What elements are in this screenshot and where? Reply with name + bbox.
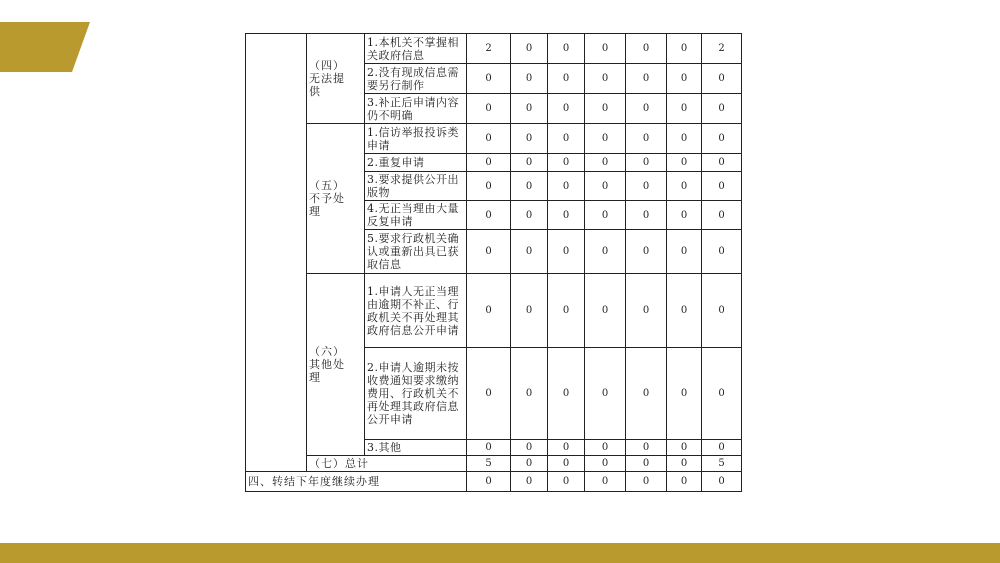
carryover-value-cell: 0	[511, 472, 548, 492]
value-cell: 0	[585, 34, 626, 64]
value-cell: 0	[626, 94, 667, 124]
value-cell: 0	[467, 348, 511, 440]
carryover-label: 四、转结下年度继续办理	[246, 472, 467, 492]
carryover-value-cell: 0	[548, 472, 585, 492]
value-cell: 0	[548, 154, 585, 172]
item-label: 2.没有现成信息需要另行制作	[365, 64, 467, 94]
carryover-value-cell: 0	[467, 472, 511, 492]
value-cell: 0	[548, 230, 585, 274]
value-cell: 0	[626, 274, 667, 348]
value-cell: 0	[511, 440, 548, 456]
value-cell: 2	[467, 34, 511, 64]
group-label: （四） 无法提 供	[307, 34, 365, 124]
value-cell: 0	[585, 440, 626, 456]
total-value-cell: 0	[667, 456, 702, 472]
value-cell: 0	[511, 230, 548, 274]
value-cell: 0	[626, 440, 667, 456]
table-row	[246, 34, 742, 64]
value-cell: 0	[626, 154, 667, 172]
value-cell: 0	[702, 172, 742, 201]
value-cell: 0	[467, 274, 511, 348]
value-cell: 0	[511, 172, 548, 201]
value-cell: 0	[626, 230, 667, 274]
item-label: 4.无正当理由大量反复申请	[365, 201, 467, 230]
value-cell: 0	[585, 172, 626, 201]
group-label: （六） 其他处 理	[307, 274, 365, 456]
value-cell: 0	[667, 124, 702, 154]
value-cell: 0	[702, 154, 742, 172]
table-row	[246, 274, 742, 348]
total-value-cell: 5	[467, 456, 511, 472]
value-cell: 0	[511, 94, 548, 124]
value-cell: 0	[511, 34, 548, 64]
value-cell: 0	[548, 172, 585, 201]
carryover-value-cell: 0	[585, 472, 626, 492]
outer-blank-cell	[246, 34, 307, 472]
value-cell: 0	[667, 64, 702, 94]
value-cell: 0	[511, 274, 548, 348]
value-cell: 0	[548, 348, 585, 440]
value-cell: 0	[585, 274, 626, 348]
value-cell: 0	[667, 172, 702, 201]
value-cell: 0	[626, 64, 667, 94]
value-cell: 0	[548, 64, 585, 94]
carryover-row	[246, 472, 742, 492]
value-cell: 0	[702, 348, 742, 440]
total-label: （七）总计	[307, 456, 467, 472]
corner-accent-tab	[0, 22, 90, 72]
value-cell: 0	[702, 440, 742, 456]
value-cell: 0	[667, 34, 702, 64]
value-cell: 0	[702, 64, 742, 94]
value-cell: 0	[585, 201, 626, 230]
value-cell: 0	[626, 34, 667, 64]
value-cell: 0	[548, 124, 585, 154]
total-value-cell: 0	[585, 456, 626, 472]
total-row	[246, 456, 742, 472]
value-cell: 0	[467, 172, 511, 201]
item-label: 2.重复申请	[365, 154, 467, 172]
value-cell: 0	[702, 274, 742, 348]
value-cell: 0	[548, 94, 585, 124]
value-cell: 0	[511, 201, 548, 230]
value-cell: 0	[585, 348, 626, 440]
value-cell: 0	[702, 201, 742, 230]
value-cell: 0	[702, 124, 742, 154]
value-cell: 0	[667, 94, 702, 124]
total-value-cell: 0	[626, 456, 667, 472]
carryover-value-cell: 0	[626, 472, 667, 492]
value-cell: 0	[585, 230, 626, 274]
value-cell: 0	[626, 124, 667, 154]
value-cell: 0	[585, 124, 626, 154]
value-cell: 0	[667, 274, 702, 348]
value-cell: 0	[667, 440, 702, 456]
item-label: 5.要求行政机关确认或重新出具已获取信息	[365, 230, 467, 274]
disclosure-statistics-table	[245, 33, 742, 492]
value-cell: 2	[702, 34, 742, 64]
value-cell: 0	[467, 201, 511, 230]
value-cell: 0	[585, 94, 626, 124]
value-cell: 0	[511, 348, 548, 440]
value-cell: 0	[702, 230, 742, 274]
item-label: 1.本机关不掌握相关政府信息	[365, 34, 467, 64]
value-cell: 0	[626, 348, 667, 440]
value-cell: 0	[667, 348, 702, 440]
group-label: （五） 不予处 理	[307, 124, 365, 274]
item-label: 3.其他	[365, 440, 467, 456]
value-cell: 0	[667, 230, 702, 274]
value-cell: 0	[511, 154, 548, 172]
footer-accent-band	[0, 543, 1000, 563]
total-value-cell: 5	[702, 456, 742, 472]
value-cell: 0	[467, 64, 511, 94]
value-cell: 0	[467, 124, 511, 154]
value-cell: 0	[511, 64, 548, 94]
value-cell: 0	[626, 201, 667, 230]
value-cell: 0	[667, 154, 702, 172]
item-label: 2.申请人逾期未按收费通知要求缴纳费用、行政机关不再处理其政府信息公开申请	[365, 348, 467, 440]
value-cell: 0	[702, 94, 742, 124]
item-label: 1.信访举报投诉类申请	[365, 124, 467, 154]
value-cell: 0	[626, 172, 667, 201]
carryover-value-cell: 0	[667, 472, 702, 492]
value-cell: 0	[467, 154, 511, 172]
value-cell: 0	[585, 154, 626, 172]
value-cell: 0	[548, 274, 585, 348]
item-label: 3.要求提供公开出版物	[365, 172, 467, 201]
value-cell: 0	[467, 94, 511, 124]
value-cell: 0	[548, 34, 585, 64]
value-cell: 0	[548, 201, 585, 230]
value-cell: 0	[467, 230, 511, 274]
value-cell: 0	[548, 440, 585, 456]
table-row	[246, 124, 742, 154]
value-cell: 0	[667, 201, 702, 230]
value-cell: 0	[467, 440, 511, 456]
item-label: 1.申请人无正当理由逾期不补正、行政机关不再处理其政府信息公开申请	[365, 274, 467, 348]
item-label: 3.补正后申请内容仍不明确	[365, 94, 467, 124]
value-cell: 0	[585, 64, 626, 94]
total-value-cell: 0	[548, 456, 585, 472]
carryover-value-cell: 0	[702, 472, 742, 492]
value-cell: 0	[511, 124, 548, 154]
total-value-cell: 0	[511, 456, 548, 472]
